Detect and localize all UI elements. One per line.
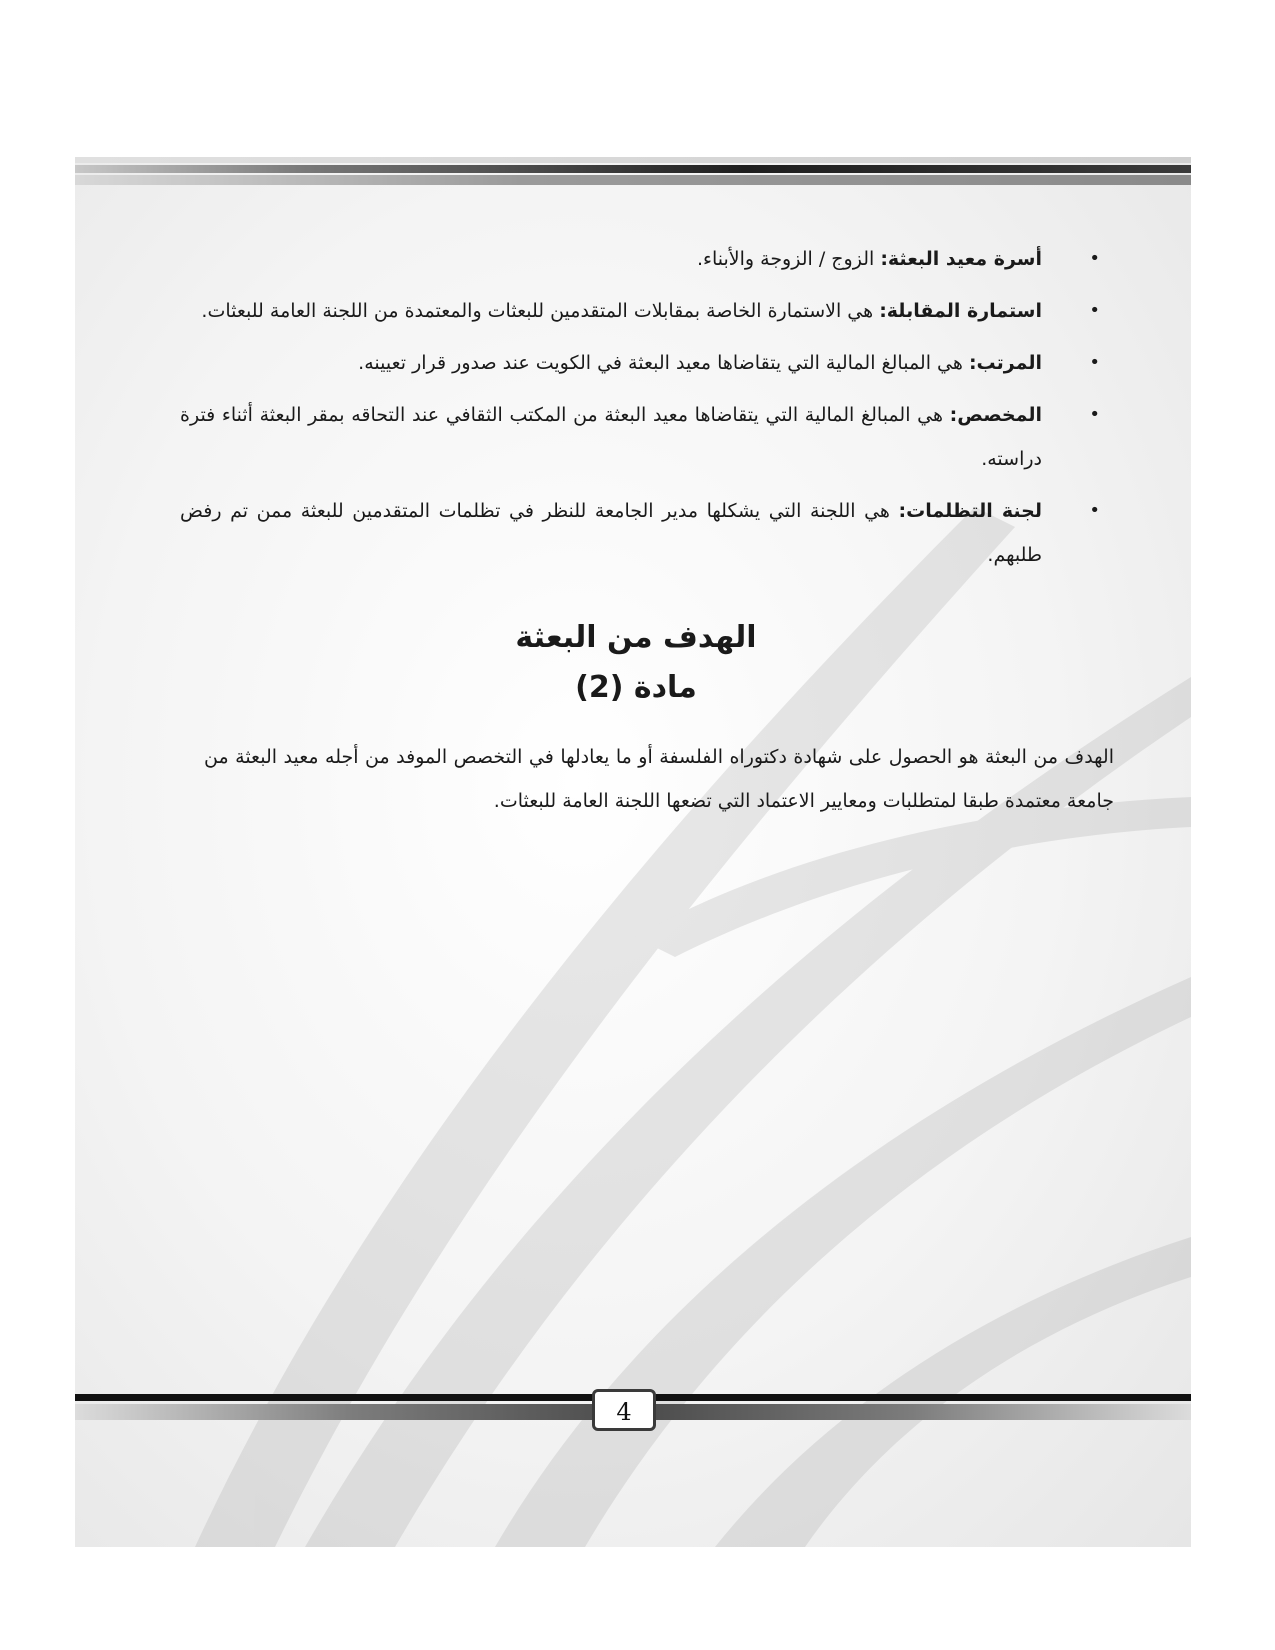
goal-paragraph: الهدف من البعثة هو الحصول على شهادة دكتوراه الفلسفة أو ما يعادلها في التخصص الموفد من أجله معيد البعثة من جامعة معتمدة طبقا لمتطلبات ومعايير الاعتماد التي تضعها اللجنة العامة للبعثات.	[204, 746, 1114, 812]
section-title: الهدف من البعثة	[515, 620, 757, 655]
bullet: •	[1089, 500, 1100, 521]
definition-text: هي الاستمارة الخاصة بمقابلات المتقدمين للبعثات والمعتمدة من اللجنة العامة للبعثات.	[201, 300, 880, 322]
definition-item	[180, 289, 1100, 333]
definition-term: لجنة التظلمات:	[898, 500, 1042, 522]
definition-term: أسرة معيد البعثة:	[880, 248, 1042, 270]
bullet: •	[1089, 352, 1100, 373]
definition-item	[180, 341, 1100, 385]
definition-item	[180, 489, 1100, 577]
definition-text: هي المبالغ المالية التي يتقاضاها معيد البعثة من المكتب الثقافي عند التحاقه بمقر البعثة أثناء فترة دراسته.	[180, 404, 1042, 470]
definition-text: هي اللجنة التي يشكلها مدير الجامعة للنظر في تظلمات المتقدمين للبعثة ممن تم رفض طلبهم.	[180, 500, 1042, 566]
document-body	[160, 237, 1114, 842]
definition-term: المرتب:	[968, 352, 1042, 374]
bullet: •	[1089, 404, 1100, 425]
definitions-list	[180, 237, 1100, 577]
definition-text: هي المبالغ المالية التي يتقاضاها معيد البعثة في الكويت عند صدور قرار تعيينه.	[358, 352, 969, 374]
definition-item	[180, 393, 1100, 481]
section-headings	[186, 613, 1086, 713]
article-number: مادة (2)	[575, 670, 697, 705]
page-number: 4	[592, 1389, 656, 1431]
bullet: •	[1089, 248, 1100, 269]
bullet: •	[1089, 300, 1100, 321]
definition-term: المخصص:	[949, 404, 1042, 426]
definition-term: استمارة المقابلة:	[879, 300, 1042, 322]
definition-item	[180, 237, 1100, 281]
definition-text: الزوج / الزوجة والأبناء.	[697, 248, 881, 270]
